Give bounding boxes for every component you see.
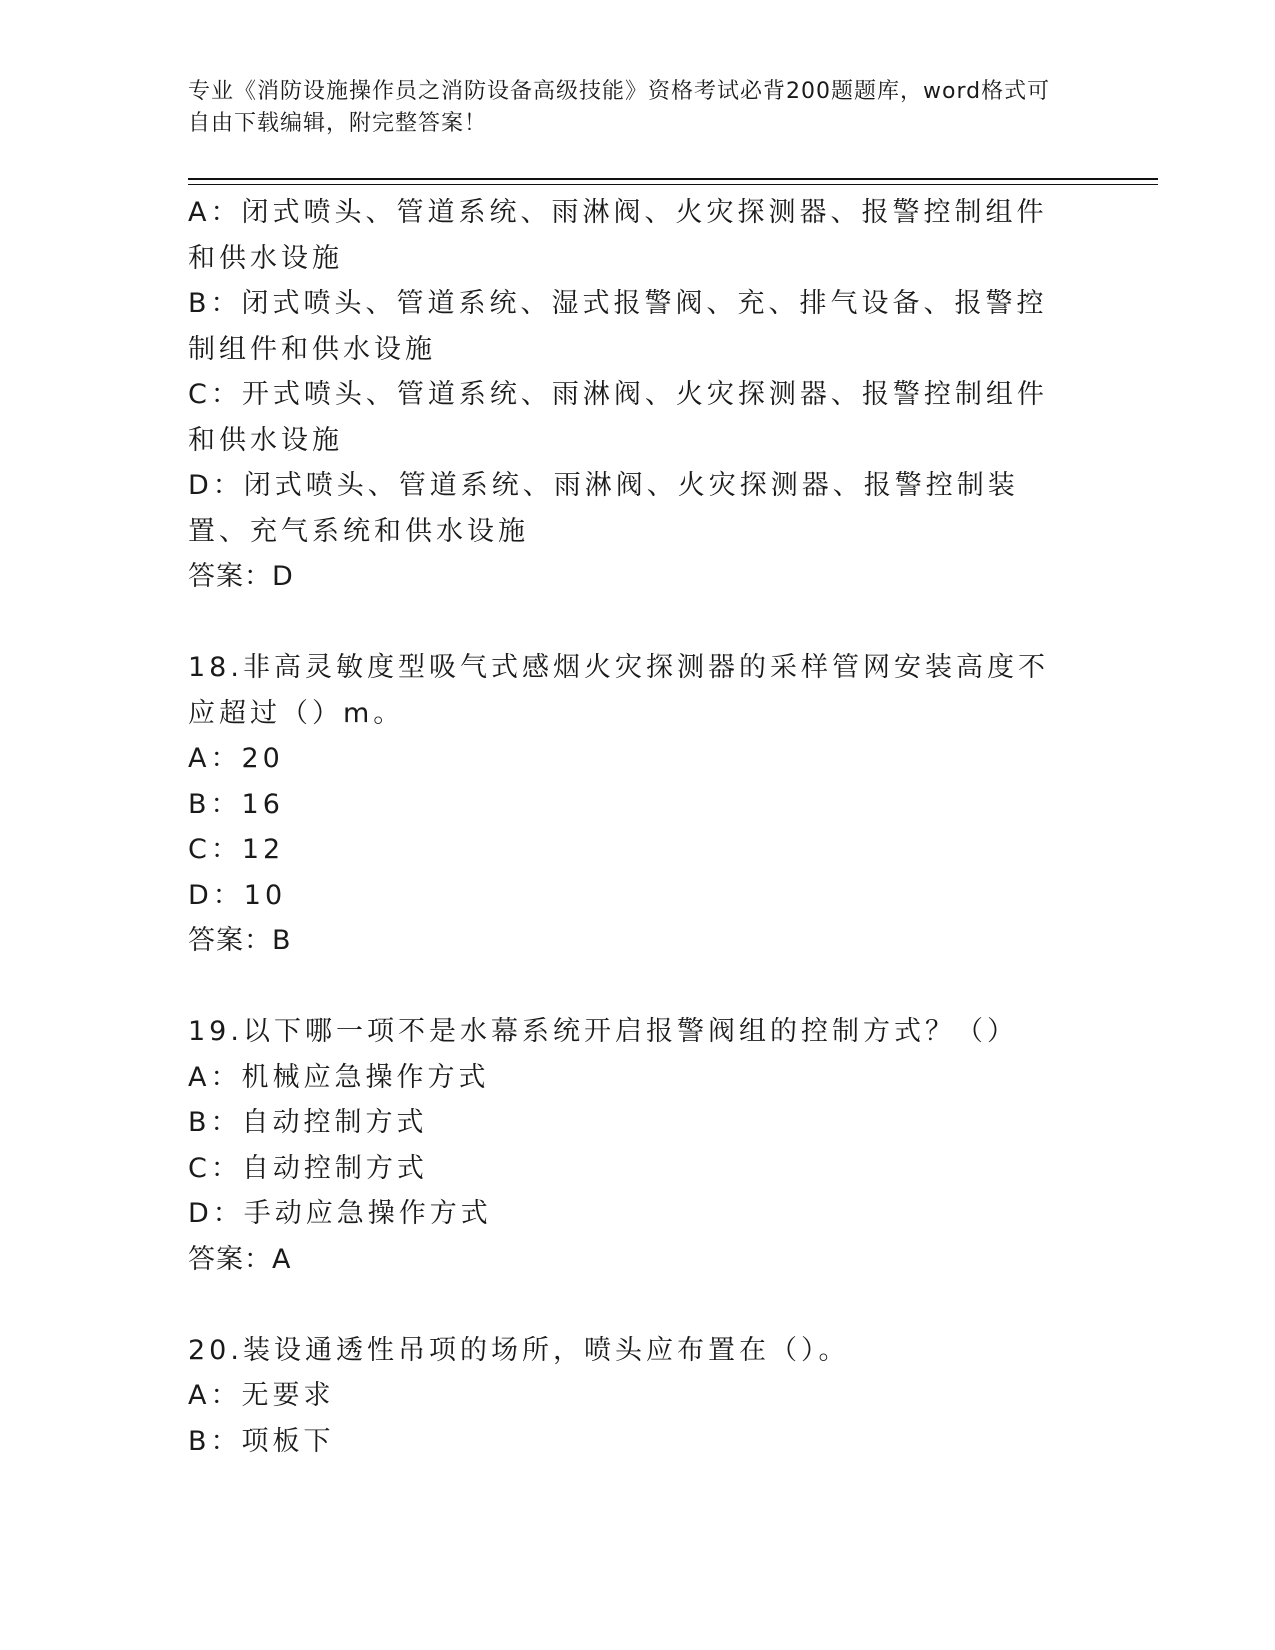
- q17-answer: 答案：D: [188, 561, 294, 592]
- spacer: [188, 964, 1078, 1010]
- question-20-block: [188, 1328, 1078, 1465]
- q18-answer: 答案：B: [188, 925, 292, 956]
- question-19-block: [188, 1009, 1078, 1282]
- q18-option-a: A：20: [188, 743, 284, 774]
- q17-option-d: D：闭式喷头、管道系统、雨淋阀、火灾探测器、报警控制装置、充气系统和供水设施: [188, 470, 1019, 547]
- q19-option-d: D：手动应急操作方式: [188, 1198, 492, 1229]
- document-header: 专业《消防设施操作员之消防设备高级技能》资格考试必背200题题库，word格式可自由下载编辑，附完整答案！: [188, 79, 1051, 136]
- q17-option-b: B：闭式喷头、管道系统、湿式报警阀、充、排气设备、报警控制组件和供水设施: [188, 288, 1048, 365]
- q18-option-c: C：12: [188, 834, 285, 865]
- q19-option-b: B：自动控制方式: [188, 1107, 428, 1138]
- question-content: [188, 190, 1078, 1464]
- header-divider-thick: [188, 178, 1158, 180]
- q17-option-c: C：开式喷头、管道系统、雨淋阀、火灾探测器、报警控制组件和供水设施: [188, 379, 1048, 456]
- header-divider-thin: [188, 184, 1158, 185]
- q18-option-b: B：16: [188, 788, 284, 820]
- spacer: [188, 1282, 1078, 1328]
- q19-option-a: A：机械应急操作方式: [188, 1061, 490, 1093]
- q18-option-d: D：10: [188, 879, 287, 911]
- q17-option-a: A：闭式喷头、管道系统、雨淋阀、火灾探测器、报警控制组件和供水设施: [188, 197, 1048, 274]
- q20-option-a: A：无要求: [188, 1380, 335, 1411]
- q20-option-b: B：项板下: [188, 1425, 335, 1457]
- question-18-block: [188, 645, 1078, 964]
- q19-option-c: C：自动控制方式: [188, 1152, 428, 1184]
- q20-question: 20.装设通透性吊项的场所，喷头应布置在（）。: [188, 1334, 850, 1366]
- q19-question: 19.以下哪一项不是水幕系统开启报警阀组的控制方式？（）: [188, 1016, 1018, 1047]
- q19-answer: 答案：A: [188, 1243, 292, 1275]
- question-17-block: [188, 190, 1078, 600]
- spacer: [188, 600, 1078, 646]
- q18-question: 18.非高灵敏度型吸气式感烟火灾探测器的采样管网安装高度不应超过（）m。: [188, 652, 1049, 729]
